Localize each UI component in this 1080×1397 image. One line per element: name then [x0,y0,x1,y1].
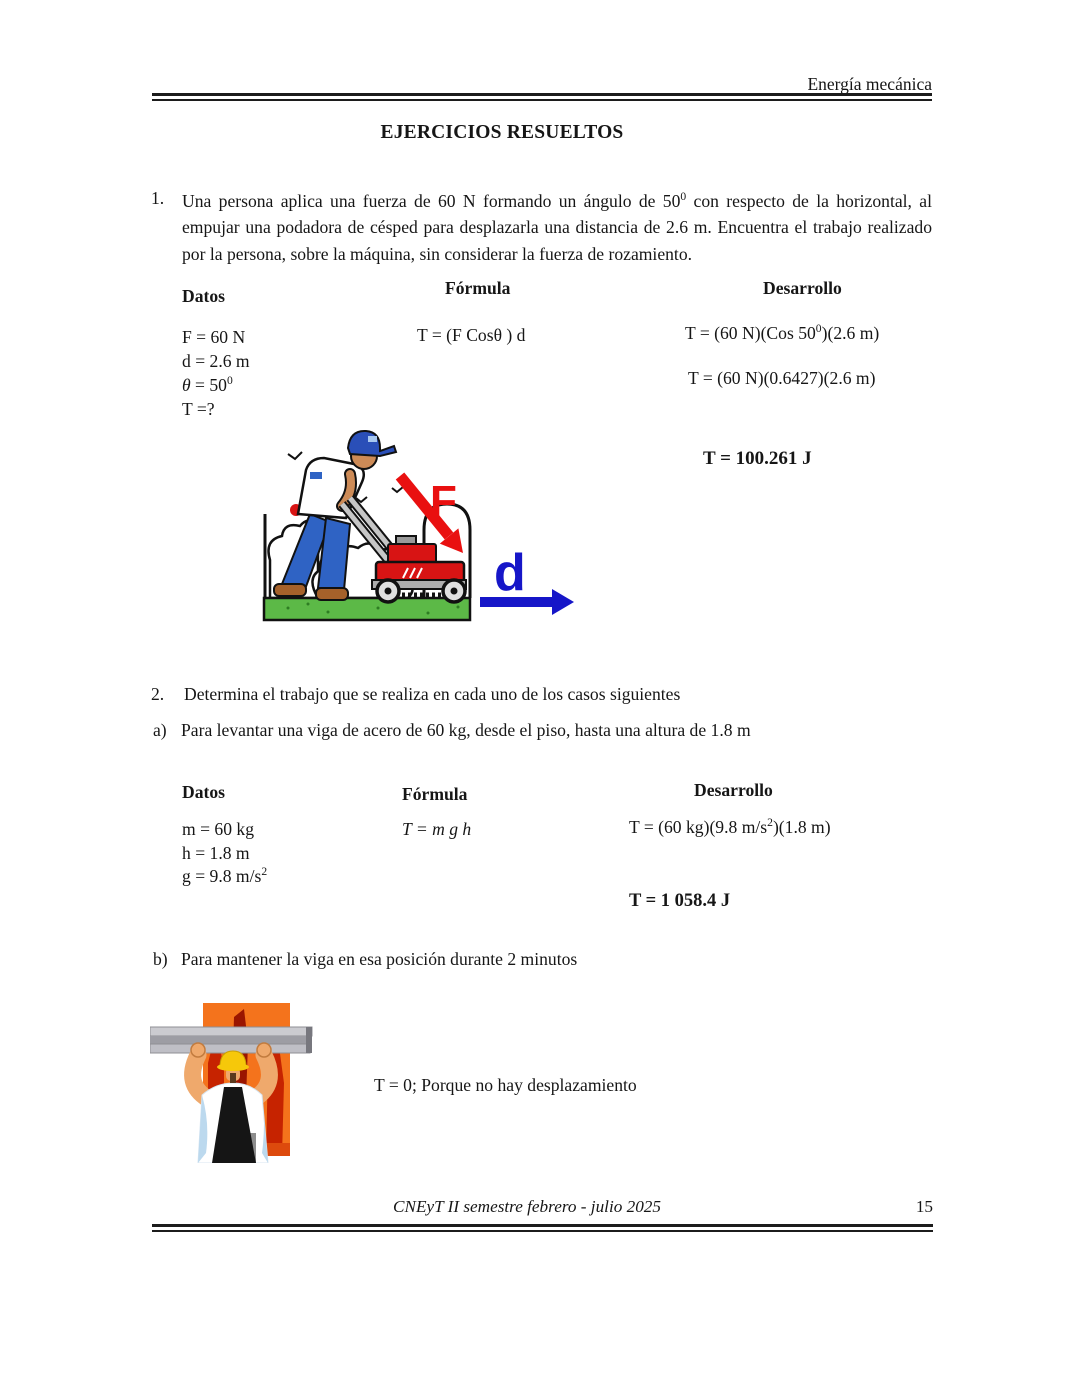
footer-text: CNEyT II semestre febrero - julio 2025 [393,1197,661,1216]
part-a-formula-label: Fórmula [402,784,468,804]
part-b-answer: T = 0; Porque no hay desplazamiento [374,1075,637,1095]
header-rule [152,93,932,101]
part-a-result: T = 1 058.4 J [629,891,731,911]
page-header [150,74,932,95]
part-a-desarrollo-label: Desarrollo [694,780,773,800]
dato-distance: d = 2.6 m [182,351,250,371]
problem2-statement: Determina el trabajo que se realiza en cada uno de los casos siguientes [184,684,681,704]
shoe [316,588,348,600]
problem1-dev-line1: T = (60 N)(Cos $50^0)(2.6$ m) [685,322,880,343]
dato-mass: m = 60 kg [182,819,254,839]
part-a-datos-values [182,818,267,889]
problem1-number: 1. [151,188,165,208]
problem1-dev-line2: T = (60 N)(0.6427)(2.6 m) [688,368,876,388]
fist [257,1043,271,1057]
footer-rule [152,1224,933,1232]
displacement-label: d [494,544,526,602]
problem1-statement-part-b: con respecto de la horizontal, al empujar una podadora de césped para desplazarla una distancia de 2.6 m. Encuentra el trabajo realizado por la persona, sobre la máquina, sin considerar la fuerza de rozamiento. [182,191,932,264]
sleeve-badge [310,472,322,479]
problem1-datos-label: Datos [182,286,226,306]
part-a-formula-value: T = m g h [402,819,472,839]
problem2-number: 2. [151,684,165,704]
dato-force: F = 60 N [182,327,246,347]
problem1-result: T = 100.261 J [703,448,812,469]
grass [264,598,470,620]
part-a-label: a) [153,720,167,740]
part-b-label: b) [153,949,168,969]
problem1-datos-values [182,325,250,421]
dato-work-unknown: T =? [182,399,215,419]
page-title: EJERCICIOS RESUELTOS [380,122,624,143]
dato-angle: $\theta = 50^0$ [182,374,233,395]
part-a-statement: Para levantar una viga de acero de 60 kg, desde el piso, hasta una altura de 1.8 m [181,720,751,740]
cap [348,431,396,456]
problem1-statement [182,188,932,267]
problem1-formula-label: Fórmula [445,278,511,298]
part-a-datos-label: Datos [182,782,226,802]
steel-beam [150,1027,312,1053]
theta-symbol: θ [182,375,191,395]
problem1-statement-part-a: Una persona aplica una fuerza de 60 N formando un ángulo de 50 [182,191,681,211]
dato-height: h = 1.8 m [182,842,250,863]
fist [191,1043,205,1057]
part-a-dev-line: T = (60 kg)(9.8 $m/s^2)(1.8$ m) [629,816,831,837]
worker-illustration [150,1003,315,1163]
shoe [274,584,306,596]
problem1-statement-sup: 0 [680,190,687,204]
header-right-text: Energía mecánica [807,74,932,94]
part-b-statement: Para mantener la viga en esa posición durante 2 minutos [181,949,578,969]
lawnmower-illustration [258,418,578,625]
problem1-formula-value: T = (F Cosθ ) d [417,325,526,345]
worker-figure [191,1043,271,1163]
force-label: F [430,477,457,526]
page-number: 15 [915,1197,933,1216]
dato-gravity: g = 9.8 $m/s^2$ [182,865,268,886]
cap-patch [368,436,377,442]
problem1-desarrollo-label: Desarrollo [763,278,842,298]
